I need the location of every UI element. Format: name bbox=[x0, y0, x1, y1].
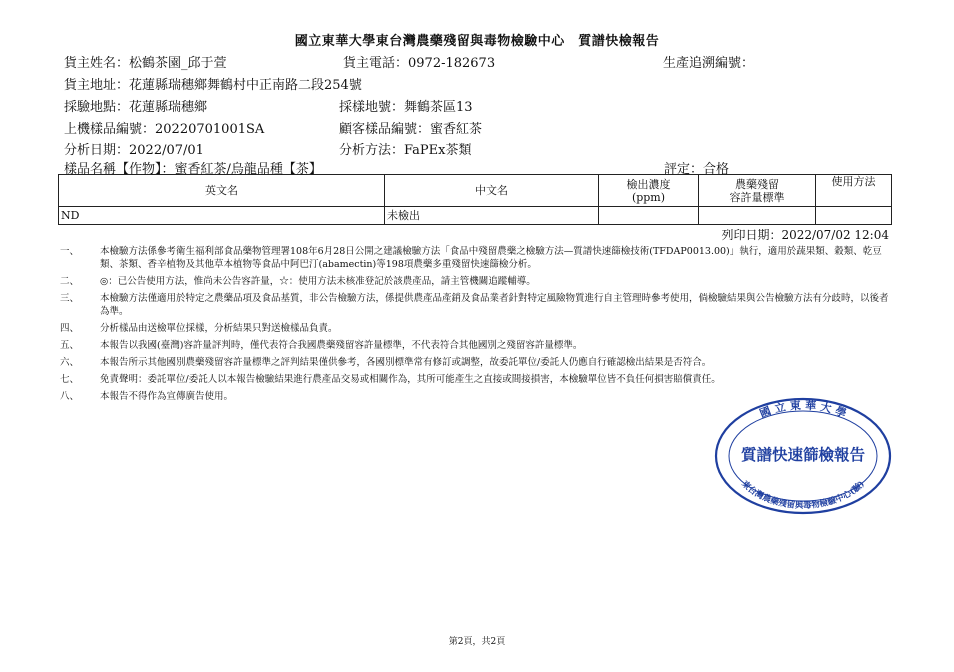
note-item bbox=[60, 322, 890, 335]
note-item bbox=[60, 275, 890, 288]
note-number: 五、 bbox=[60, 340, 80, 351]
analysis-date: 分析日期：2022/07/01 bbox=[64, 143, 204, 158]
sample-lot: 採樣地號：舞鶴茶區13 bbox=[339, 100, 473, 115]
customer-sample-number: 顧客樣品編號：蜜香紅茶 bbox=[339, 122, 483, 137]
note-number: 一、 bbox=[60, 246, 80, 257]
seal-top-text: 國 立 東 華 大 學 bbox=[757, 398, 849, 421]
machine-sample-number: 上機樣品編號：20220701001SA bbox=[64, 122, 265, 137]
sample-name: 樣品名稱【作物】：蜜香紅茶/烏龍品種【茶】 bbox=[64, 162, 322, 177]
cell-concentration bbox=[599, 207, 699, 225]
note-item bbox=[60, 373, 890, 386]
col-header-concentration: 檢出濃度 (ppm) bbox=[599, 175, 699, 207]
note-item bbox=[60, 339, 890, 352]
cell-english: ND bbox=[59, 207, 385, 225]
note-number: 七、 bbox=[60, 374, 80, 385]
owner-address: 貨主地址：花蓮縣瑞穗鄉舞鶴村中正南路二段254號 bbox=[64, 78, 362, 93]
note-item bbox=[60, 356, 890, 369]
verification-seal bbox=[713, 396, 893, 516]
note-text: ◎：已公告使用方法，惟尚未公告容許量，☆：使用方法未核准登記於該農產品，請主管機關追蹤輔導。 bbox=[100, 276, 536, 287]
note-text: 分析樣品由送檢單位採樣，分析結果只對送檢樣品負責。 bbox=[100, 323, 338, 334]
note-number: 二、 bbox=[60, 276, 80, 287]
cell-chinese: 未檢出 bbox=[385, 207, 599, 225]
note-text: 本檢驗方法係參考衛生福利部食品藥物管理署108年6月28日公開之建議檢驗方法「食品中殘留農藥之檢驗方法—質譜快速篩檢技術(TFDAP0013.00)」執行，適用於蔬果類、穀類、乾豆類、茶類、香辛植物及其他草本植物等食品中阿巴汀(abamectin)等198項農藥多重殘留快速篩檢分析。 bbox=[100, 246, 882, 270]
table-header-row bbox=[59, 175, 892, 207]
note-text: 本報告所示其他國別農藥殘留容許量標準之評判結果僅供參考，各國別標準常有修訂或調整，故委託單位/委託人仍應自行確認檢出結果是否符合。 bbox=[100, 357, 712, 368]
cell-tolerance bbox=[699, 207, 816, 225]
note-number: 三、 bbox=[60, 293, 80, 304]
table-row bbox=[59, 207, 892, 225]
seal-bottom-text: 東台灣農藥殘留與毒物檢驗中心(驗) bbox=[739, 479, 867, 512]
note-number: 四、 bbox=[60, 323, 80, 334]
owner-name: 貨主姓名：松鶴茶園_邱于萱 bbox=[64, 56, 227, 71]
print-date: 列印日期：2022/07/02 12:04 bbox=[721, 228, 889, 242]
verdict: 評定：合格 bbox=[664, 162, 730, 177]
col-header-english: 英文名 bbox=[59, 175, 385, 207]
note-text: 本報告不得作為宣傳廣告使用。 bbox=[100, 391, 234, 402]
analysis-method: 分析方法：FaPEx茶類 bbox=[339, 143, 472, 158]
note-item bbox=[60, 292, 890, 318]
note-item bbox=[60, 245, 890, 271]
page-number: 第2頁，共2頁 bbox=[448, 637, 506, 647]
note-number: 六、 bbox=[60, 357, 80, 368]
note-text: 免責聲明：委託單位/委託人以本報告檢驗結果進行農產品交易或相關作為，其所可能產生之直接或間接損害，本檢驗單位皆不負任何損害賠償責任。 bbox=[100, 374, 721, 385]
cell-usage bbox=[816, 207, 892, 225]
col-header-tolerance: 農藥殘留 容許量標準 bbox=[699, 175, 816, 207]
results-table bbox=[58, 174, 892, 225]
note-number: 八、 bbox=[60, 391, 80, 402]
notes-list bbox=[60, 245, 890, 407]
report-title: 國立東華大學東台灣農藥殘留與毒物檢驗中心 質譜快檢報告 bbox=[294, 34, 660, 49]
col-header-usage: 使用方法 bbox=[816, 175, 892, 207]
seal-center-text: 質譜快速篩檢報告 bbox=[740, 445, 866, 464]
trace-number: 生產追溯編號： bbox=[663, 56, 755, 71]
note-text: 本報告以我國(臺灣)容許量評判時，僅代表符合我國農藥殘留容許量標準，不代表符合其他國別之殘留容許量標準。 bbox=[100, 340, 583, 351]
col-header-chinese: 中文名 bbox=[385, 175, 599, 207]
sample-place: 採驗地點：花蓮縣瑞穗鄉 bbox=[64, 100, 208, 115]
note-text: 本檢驗方法僅適用於特定之農藥品項及食品基質，非公告檢驗方法，係提供農產品產銷及食品業者針對特定風險物質進行自主管理時參考使用，倘檢驗結果與公告檢驗方法有分歧時，以後者為準。 bbox=[100, 293, 889, 317]
owner-phone: 貨主電話：0972-182673 bbox=[343, 56, 496, 71]
